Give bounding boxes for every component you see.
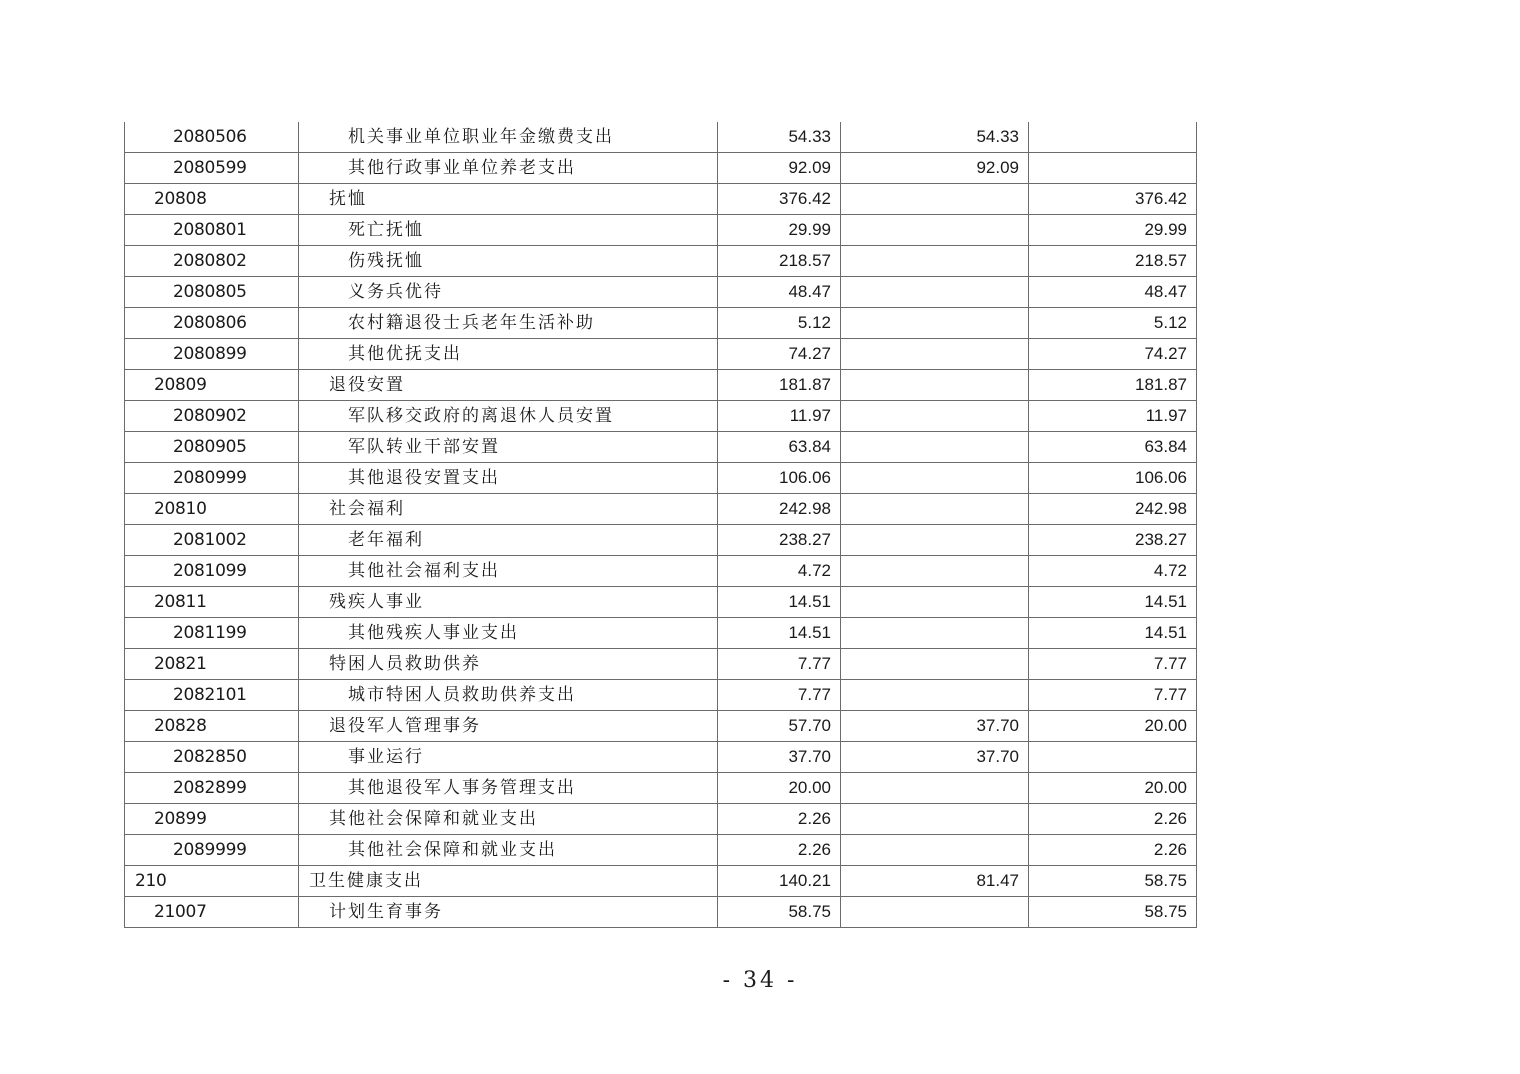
project-expenditure-cell: 63.84	[1029, 432, 1197, 463]
basic-expenditure-cell	[841, 184, 1029, 215]
basic-expenditure-cell	[841, 246, 1029, 277]
subject-name-cell: 卫生健康支出	[299, 866, 718, 897]
subject-code-cell: 20811	[125, 587, 299, 618]
project-expenditure-cell: 5.12	[1029, 308, 1197, 339]
table-row	[125, 401, 1197, 432]
total-amount-cell: 57.70	[718, 711, 841, 742]
basic-expenditure-cell	[841, 649, 1029, 680]
project-expenditure-cell	[1029, 153, 1197, 184]
total-amount-cell: 218.57	[718, 246, 841, 277]
project-expenditure-cell: 20.00	[1029, 773, 1197, 804]
basic-expenditure-cell	[841, 556, 1029, 587]
project-expenditure-cell	[1029, 122, 1197, 153]
total-amount-cell: 63.84	[718, 432, 841, 463]
subject-code-cell: 20821	[125, 649, 299, 680]
subject-name-cell: 其他社会福利支出	[299, 556, 718, 587]
basic-expenditure-cell	[841, 339, 1029, 370]
subject-name-cell: 退役安置	[299, 370, 718, 401]
subject-name-cell: 其他退役安置支出	[299, 463, 718, 494]
total-amount-cell: 11.97	[718, 401, 841, 432]
table-row	[125, 122, 1197, 153]
subject-code-cell: 20899	[125, 804, 299, 835]
basic-expenditure-cell	[841, 494, 1029, 525]
basic-expenditure-cell: 92.09	[841, 153, 1029, 184]
table-row	[125, 525, 1197, 556]
subject-code-cell: 2081199	[125, 618, 299, 649]
page-number: - 34 -	[722, 968, 798, 993]
subject-name-cell: 抚恤	[299, 184, 718, 215]
subject-name-cell: 老年福利	[299, 525, 718, 556]
subject-code-cell: 20808	[125, 184, 299, 215]
basic-expenditure-cell: 81.47	[841, 866, 1029, 897]
subject-code-cell: 2081099	[125, 556, 299, 587]
subject-code-cell: 21007	[125, 897, 299, 928]
basic-expenditure-cell: 37.70	[841, 711, 1029, 742]
table-row	[125, 215, 1197, 246]
subject-code-cell: 2080806	[125, 308, 299, 339]
basic-expenditure-cell	[841, 401, 1029, 432]
table-row	[125, 246, 1197, 277]
subject-code-cell: 2080801	[125, 215, 299, 246]
table-body	[125, 122, 1197, 928]
table-row	[125, 339, 1197, 370]
total-amount-cell: 48.47	[718, 277, 841, 308]
basic-expenditure-cell	[841, 463, 1029, 494]
project-expenditure-cell: 48.47	[1029, 277, 1197, 308]
table-row	[125, 432, 1197, 463]
total-amount-cell: 376.42	[718, 184, 841, 215]
table-row	[125, 556, 1197, 587]
subject-name-cell: 义务兵优待	[299, 277, 718, 308]
table-row	[125, 618, 1197, 649]
table-row	[125, 184, 1197, 215]
table-row	[125, 494, 1197, 525]
basic-expenditure-cell	[841, 804, 1029, 835]
subject-code-cell: 2080802	[125, 246, 299, 277]
project-expenditure-cell: 14.51	[1029, 618, 1197, 649]
subject-code-cell: 2080905	[125, 432, 299, 463]
basic-expenditure-cell	[841, 680, 1029, 711]
table-row	[125, 711, 1197, 742]
table-row	[125, 680, 1197, 711]
subject-code-cell: 2082899	[125, 773, 299, 804]
project-expenditure-cell: 2.26	[1029, 835, 1197, 866]
table-row	[125, 742, 1197, 773]
subject-name-cell: 军队转业干部安置	[299, 432, 718, 463]
project-expenditure-cell: 11.97	[1029, 401, 1197, 432]
project-expenditure-cell: 106.06	[1029, 463, 1197, 494]
subject-name-cell: 其他社会保障和就业支出	[299, 835, 718, 866]
project-expenditure-cell	[1029, 742, 1197, 773]
total-amount-cell: 181.87	[718, 370, 841, 401]
basic-expenditure-cell	[841, 618, 1029, 649]
table-row	[125, 153, 1197, 184]
subject-code-cell: 2080506	[125, 122, 299, 153]
total-amount-cell: 7.77	[718, 680, 841, 711]
subject-name-cell: 退役军人管理事务	[299, 711, 718, 742]
total-amount-cell: 54.33	[718, 122, 841, 153]
total-amount-cell: 2.26	[718, 804, 841, 835]
subject-code-cell: 210	[125, 866, 299, 897]
project-expenditure-cell: 7.77	[1029, 680, 1197, 711]
subject-name-cell: 其他行政事业单位养老支出	[299, 153, 718, 184]
total-amount-cell: 5.12	[718, 308, 841, 339]
subject-code-cell: 2080805	[125, 277, 299, 308]
project-expenditure-cell: 74.27	[1029, 339, 1197, 370]
project-expenditure-cell: 4.72	[1029, 556, 1197, 587]
table-row	[125, 308, 1197, 339]
basic-expenditure-cell	[841, 587, 1029, 618]
table-row	[125, 649, 1197, 680]
basic-expenditure-cell	[841, 525, 1029, 556]
total-amount-cell: 58.75	[718, 897, 841, 928]
subject-name-cell: 其他残疾人事业支出	[299, 618, 718, 649]
subject-name-cell: 计划生育事务	[299, 897, 718, 928]
subject-name-cell: 机关事业单位职业年金缴费支出	[299, 122, 718, 153]
subject-code-cell: 2080599	[125, 153, 299, 184]
project-expenditure-cell: 7.77	[1029, 649, 1197, 680]
total-amount-cell: 20.00	[718, 773, 841, 804]
basic-expenditure-cell	[841, 308, 1029, 339]
project-expenditure-cell: 242.98	[1029, 494, 1197, 525]
subject-name-cell: 特困人员救助供养	[299, 649, 718, 680]
table-row	[125, 897, 1197, 928]
subject-code-cell: 20809	[125, 370, 299, 401]
subject-name-cell: 城市特困人员救助供养支出	[299, 680, 718, 711]
basic-expenditure-cell	[841, 215, 1029, 246]
subject-code-cell: 2080899	[125, 339, 299, 370]
project-expenditure-cell: 218.57	[1029, 246, 1197, 277]
total-amount-cell: 29.99	[718, 215, 841, 246]
subject-name-cell: 军队移交政府的离退休人员安置	[299, 401, 718, 432]
project-expenditure-cell: 181.87	[1029, 370, 1197, 401]
table-row	[125, 866, 1197, 897]
total-amount-cell: 238.27	[718, 525, 841, 556]
project-expenditure-cell: 58.75	[1029, 866, 1197, 897]
subject-code-cell: 2080902	[125, 401, 299, 432]
subject-name-cell: 农村籍退役士兵老年生活补助	[299, 308, 718, 339]
total-amount-cell: 4.72	[718, 556, 841, 587]
subject-code-cell: 2089999	[125, 835, 299, 866]
subject-code-cell: 20810	[125, 494, 299, 525]
total-amount-cell: 7.77	[718, 649, 841, 680]
subject-name-cell: 伤残抚恤	[299, 246, 718, 277]
subject-name-cell: 其他优抚支出	[299, 339, 718, 370]
subject-name-cell: 事业运行	[299, 742, 718, 773]
basic-expenditure-cell	[841, 277, 1029, 308]
basic-expenditure-cell: 54.33	[841, 122, 1029, 153]
subject-code-cell: 2081002	[125, 525, 299, 556]
project-expenditure-cell: 14.51	[1029, 587, 1197, 618]
project-expenditure-cell: 58.75	[1029, 897, 1197, 928]
project-expenditure-cell: 2.26	[1029, 804, 1197, 835]
table-row	[125, 277, 1197, 308]
total-amount-cell: 14.51	[718, 587, 841, 618]
basic-expenditure-cell	[841, 432, 1029, 463]
table-row	[125, 835, 1197, 866]
basic-expenditure-cell	[841, 370, 1029, 401]
total-amount-cell: 14.51	[718, 618, 841, 649]
subject-name-cell: 残疾人事业	[299, 587, 718, 618]
subject-name-cell: 其他社会保障和就业支出	[299, 804, 718, 835]
total-amount-cell: 140.21	[718, 866, 841, 897]
table-row	[125, 587, 1197, 618]
total-amount-cell: 37.70	[718, 742, 841, 773]
subject-name-cell: 社会福利	[299, 494, 718, 525]
total-amount-cell: 106.06	[718, 463, 841, 494]
total-amount-cell: 242.98	[718, 494, 841, 525]
project-expenditure-cell: 238.27	[1029, 525, 1197, 556]
table-row	[125, 463, 1197, 494]
subject-code-cell: 20828	[125, 711, 299, 742]
basic-expenditure-cell: 37.70	[841, 742, 1029, 773]
total-amount-cell: 92.09	[718, 153, 841, 184]
table-row	[125, 370, 1197, 401]
subject-code-cell: 2082850	[125, 742, 299, 773]
project-expenditure-cell: 29.99	[1029, 215, 1197, 246]
project-expenditure-cell: 376.42	[1029, 184, 1197, 215]
basic-expenditure-cell	[841, 773, 1029, 804]
total-amount-cell: 2.26	[718, 835, 841, 866]
basic-expenditure-cell	[841, 897, 1029, 928]
basic-expenditure-cell	[841, 835, 1029, 866]
subject-code-cell: 2080999	[125, 463, 299, 494]
total-amount-cell: 74.27	[718, 339, 841, 370]
project-expenditure-cell: 20.00	[1029, 711, 1197, 742]
table-row	[125, 804, 1197, 835]
table-row	[125, 773, 1197, 804]
budget-expenditure-table	[124, 122, 1197, 928]
subject-name-cell: 其他退役军人事务管理支出	[299, 773, 718, 804]
subject-name-cell: 死亡抚恤	[299, 215, 718, 246]
subject-code-cell: 2082101	[125, 680, 299, 711]
